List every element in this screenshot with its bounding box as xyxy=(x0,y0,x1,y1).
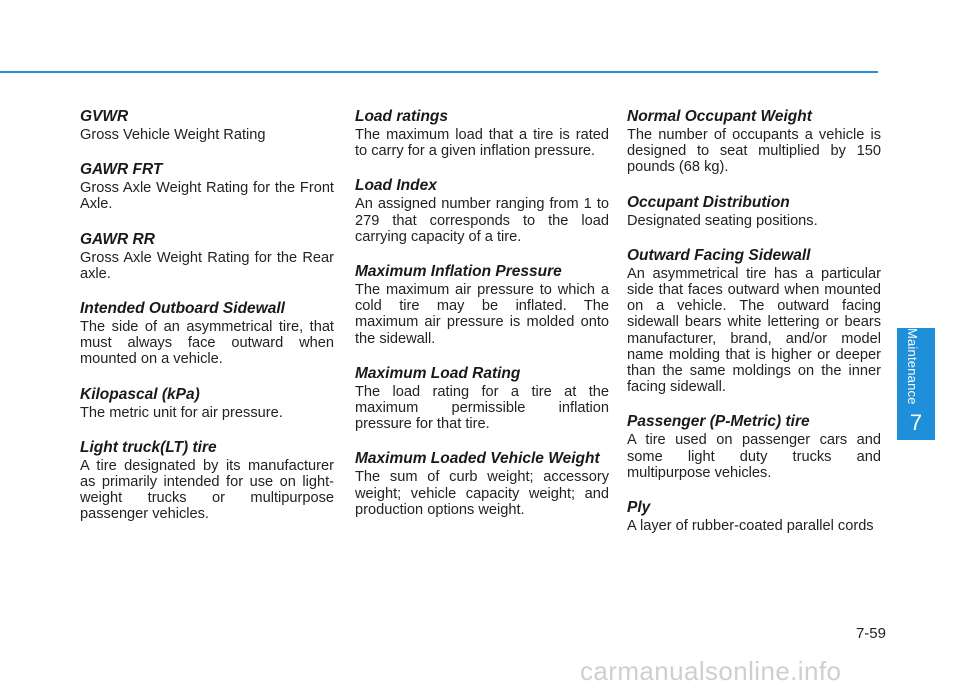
glossary-term: Occupant Distribution xyxy=(627,193,790,211)
glossary-term: GAWR FRT xyxy=(80,161,163,179)
glossary-definition: A tire designated by its manufacturer as primarily intended for use on light-weight trucks or multipurpose passenger vehicles. xyxy=(80,457,334,523)
glossary-term: Maximum Load Rating xyxy=(355,364,521,382)
glossary-definition: The metric unit for air pressure. xyxy=(80,404,283,421)
glossary-term: Load ratings xyxy=(355,108,449,125)
glossary-column-3 xyxy=(627,108,881,552)
glossary-entry xyxy=(80,231,334,282)
glossary-definition: Designated seating positions. xyxy=(627,212,818,229)
glossary-definition: An asymmetrical tire has a particular side that faces outward when mounted on a vehicle. The outward facing sidewall bears white lettering or bears manufacturer, brand, and/or model name molding that is higher or deeper than the same moldings on the inner facing sidewall. xyxy=(627,265,881,396)
glossary-term: Normal Occupant Weight xyxy=(627,108,812,125)
glossary-entry xyxy=(355,177,609,245)
glossary-definition: An assigned number ranging from 1 to 279 that corresponds to the load carrying capacity of a tire. xyxy=(355,196,609,245)
glossary-definition: The maximum load that a tire is rated to carry for a given inflation pressure. xyxy=(355,127,609,160)
glossary-entry xyxy=(355,450,609,518)
glossary-entry xyxy=(355,108,609,159)
glossary-entry xyxy=(80,386,334,421)
glossary-definition: The side of an asymmetrical tire, that must always face outward when mounted on a vehicle. xyxy=(80,319,334,368)
section-number: 7 xyxy=(909,410,923,435)
header-rule xyxy=(0,71,878,73)
glossary-term: Ply xyxy=(627,499,651,517)
glossary-entry xyxy=(355,263,609,347)
glossary-entry xyxy=(80,439,334,523)
glossary-term: Maximum Loaded Vehicle Weight xyxy=(355,450,600,468)
glossary-term: Passenger (P-Metric) tire xyxy=(627,413,810,431)
section-title-wrap xyxy=(899,328,933,408)
glossary-column-2 xyxy=(355,108,609,536)
glossary-entry xyxy=(627,413,881,481)
glossary-entry xyxy=(80,108,334,143)
glossary-definition: A layer of rubber-coated parallel cords xyxy=(627,518,874,535)
glossary-definition: The load rating for a tire at the maximum permissible inflation pressure for that tire. xyxy=(355,383,609,433)
glossary-term: Kilopascal (kPa) xyxy=(80,385,200,403)
glossary-entry xyxy=(627,499,881,534)
glossary-definition: Gross Axle Weight Rating for the Front Axle. xyxy=(80,180,334,213)
glossary-term: Outward Facing Sidewall xyxy=(627,246,811,264)
glossary-definition: A tire used on passenger cars and some light duty trucks and multipurpose vehicles. xyxy=(627,432,881,481)
glossary-term: GVWR xyxy=(80,108,129,125)
glossary-term: Intended Outboard Sidewall xyxy=(80,300,285,318)
glossary-term: GAWR RR xyxy=(80,230,155,248)
glossary-entry xyxy=(627,247,881,396)
glossary-term: Maximum Inflation Pressure xyxy=(355,263,562,281)
glossary-definition: Gross Axle Weight Rating for the Rear axle. xyxy=(80,249,334,282)
glossary-term: Light truck(LT) tire xyxy=(80,438,217,456)
glossary-definition: The maximum air pressure to which a cold tire may be inflated. The maximum air pressure is molded onto the sidewall. xyxy=(355,282,609,347)
section-title: Maintenance xyxy=(905,328,920,405)
glossary-entry xyxy=(355,365,609,433)
glossary-entry xyxy=(627,108,881,176)
glossary-term: Load Index xyxy=(355,177,437,195)
watermark: carmanualsonline.info xyxy=(580,656,842,686)
glossary-entry xyxy=(80,161,334,212)
glossary-definition: Gross Vehicle Weight Rating xyxy=(80,127,266,143)
glossary-entry xyxy=(80,300,334,368)
glossary-entry xyxy=(627,194,881,229)
page-number: 7-59 xyxy=(855,625,886,642)
glossary-column-1 xyxy=(80,108,334,541)
glossary-definition: The sum of curb weight; accessory weight; vehicle capacity weight; and production options weight. xyxy=(355,469,609,518)
glossary-definition: The number of occupants a vehicle is designed to seat multiplied by 150 pounds (68 kg). xyxy=(627,127,881,176)
